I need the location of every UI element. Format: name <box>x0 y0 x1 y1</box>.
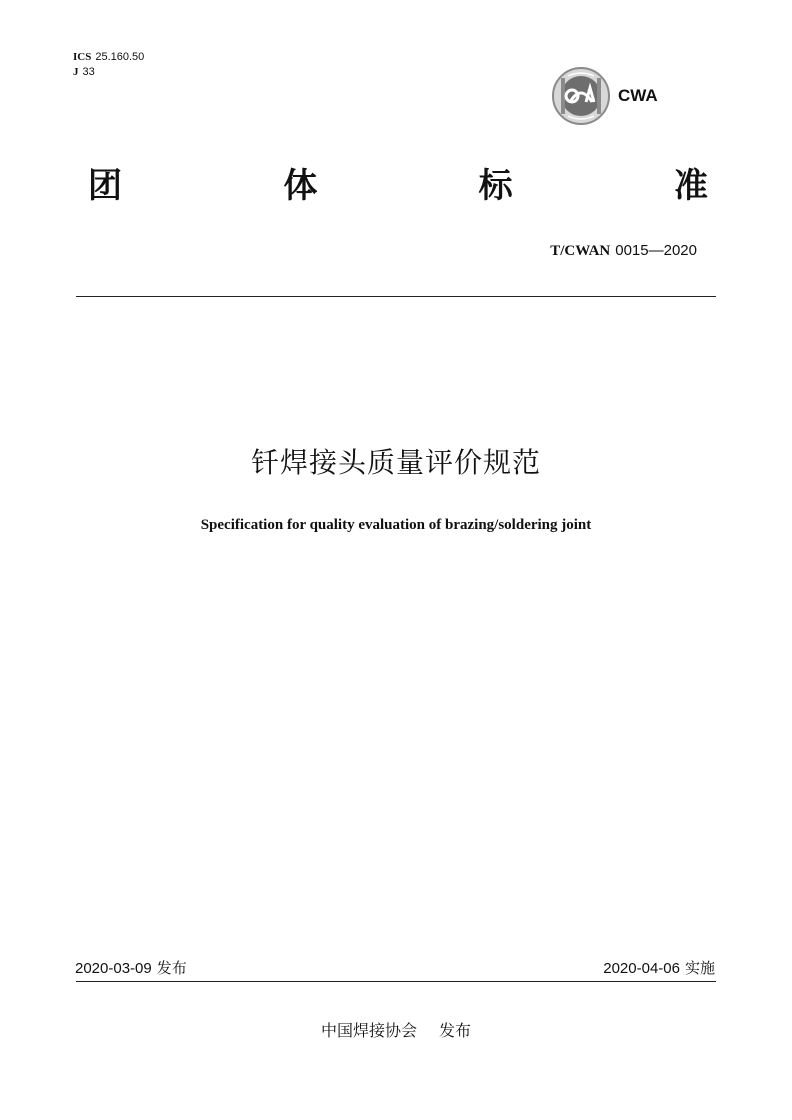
publisher-action: 发布 <box>439 1021 472 1040</box>
standard-type-char: 准 <box>673 166 708 206</box>
implement-date-line <box>603 958 715 979</box>
standard-type-heading <box>88 162 708 210</box>
standard-number-prefix: T/CWAN <box>550 243 611 259</box>
standard-type-char: 团 <box>88 166 122 206</box>
standard-number-value: 0015—2020 <box>615 242 697 259</box>
document-title-zh: 钎焊接头质量评价规范 <box>250 446 541 479</box>
bottom-divider <box>76 981 716 982</box>
publisher-name: 中国焊接协会 <box>320 1021 417 1040</box>
ccs-code: 33 <box>82 66 95 78</box>
standard-type-char: 标 <box>478 166 513 206</box>
issue-date: 2020-03-09 <box>75 960 152 977</box>
issue-word: 发布 <box>156 959 187 977</box>
ics-classification <box>73 50 144 64</box>
standard-type-char: 体 <box>283 166 318 206</box>
ics-code: 25.160.50 <box>95 51 145 63</box>
ccs-classification <box>73 65 95 79</box>
cwa-logo-icon <box>548 66 614 126</box>
implement-word: 实施 <box>684 959 715 977</box>
ics-label: ICS <box>73 51 92 63</box>
implement-date: 2020-04-06 <box>603 960 680 977</box>
document-title-en: Specification for quality evaluation of brazing/soldering joint <box>200 517 592 533</box>
top-divider <box>76 296 716 297</box>
cwa-logo-text: CWA <box>618 86 658 105</box>
ccs-label: J <box>73 66 79 78</box>
issue-date-line <box>75 958 187 979</box>
publisher-line <box>0 1020 792 1042</box>
standard-number <box>550 240 697 261</box>
